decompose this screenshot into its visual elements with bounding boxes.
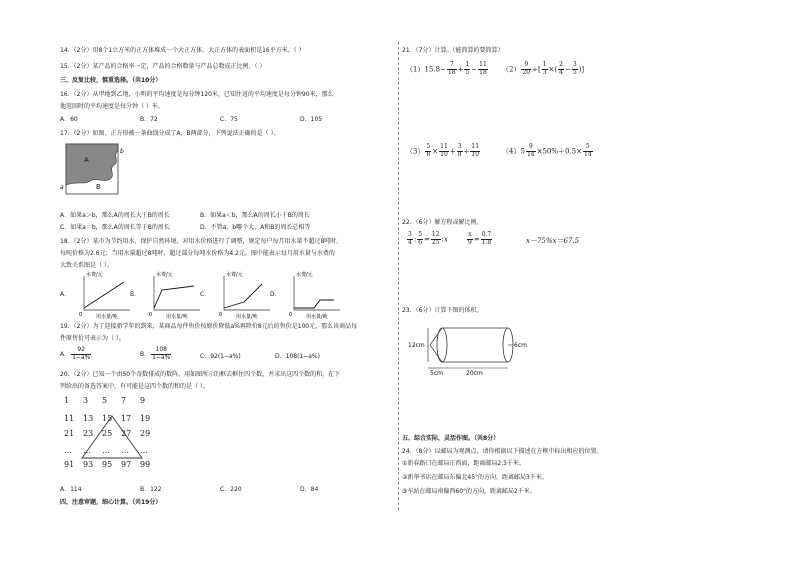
equation-1: $\frac{3}{4}$ : $\frac{5}{6}$ = $\frac{12}{25}$ :x	[408, 231, 448, 246]
y-axis-label: 水费/元	[86, 272, 103, 278]
q18-option-label: C．	[200, 291, 211, 298]
question-17: 17．（2分）如图，正方形被一条曲线分成了A，B两部分，下列说法正确的是（ ）。	[60, 130, 280, 137]
height-label: 12cm	[408, 342, 425, 349]
cone-cylinder-figure	[406, 318, 536, 376]
q18-option-label: A．	[60, 291, 71, 298]
y-axis-label: 水费/元	[156, 272, 173, 278]
question-20-line2: 列给出的备选答案中，有可能是这四个数的和的是（ ）。	[60, 383, 209, 390]
array-number: 93	[83, 460, 94, 469]
question-14: 14．（2分）用8个1立方米的正方体堆成一个大正方体，大正方体的表面积是16平方米。（ ）	[60, 47, 305, 54]
calc-1: （1）15.8− $\frac{7}{18}$ + $\frac{1}{5}$ − $\frac{11}{18}$	[406, 61, 487, 76]
question-20: 20．（2分）已知一个由50个奇数排成的数阵，用如图所示的框去框住四个数，并求出这四个数的和，在下	[60, 371, 341, 378]
array-number: 19	[140, 414, 151, 423]
array-number: …	[121, 446, 129, 455]
calc-3: （3） $\frac{5}{8}$ × $\frac{11}{10}$ + $\frac{3}{8}$ ÷ $\frac{11}{10}$	[406, 143, 480, 158]
q20-option-a: A．114	[60, 486, 82, 493]
q20-option-b: B．122	[140, 486, 162, 493]
q16-option-c: C．75	[220, 116, 238, 123]
x-axis-label: 用水量/吨	[306, 314, 328, 320]
x-axis-label: 用水量/吨	[166, 314, 188, 320]
array-number: 7	[121, 396, 127, 405]
side-a-label: a	[60, 184, 64, 191]
q20-option-d: D．84	[300, 486, 319, 493]
calc-2: （2） $\frac{9}{20}$ ÷[ $\frac{1}{3}$ ×( $\frac{2}{4}$ − $\frac{3}{5}$ )]	[502, 61, 585, 76]
array-number: 99	[140, 460, 151, 469]
q18-option-label: B．	[130, 291, 141, 298]
question-15: 15．（2分）某产品的合格率一定，产品的合格数量与产品总数成正比例。（ ）	[60, 63, 266, 70]
triangle-frame	[60, 396, 160, 488]
section-4-heading: 四、注意审题，细心计算。（共19分）	[60, 499, 162, 506]
array-number: 15	[102, 414, 113, 423]
section-3-heading: 三、反复比较，慎重选择。（共10分）	[60, 77, 162, 84]
q17-option-b: B．如果a＜b，那么A的周长小于B的周长	[200, 212, 310, 219]
origin-label: 0	[79, 312, 83, 318]
question-23: 23．（6分）计算下图的体积。	[402, 307, 483, 314]
array-number: …	[64, 446, 72, 455]
x-axis-label: 用水量/吨	[236, 314, 258, 320]
question-16: 16．（2分）从甲地到乙地，小明的平均速度是每分钟120米，已知往返的平均速度是每分钟90米，那么	[60, 91, 334, 98]
question-22: 22．（6分）解方程或解比例。	[402, 219, 483, 226]
array-number: …	[83, 446, 91, 455]
line-graph	[68, 270, 134, 320]
origin-label: 0	[219, 312, 223, 318]
q16-option-a: A．60	[60, 116, 78, 123]
cylinder-length-label: 20cm	[466, 370, 483, 376]
array-number: 17	[121, 414, 132, 423]
column-divider	[398, 42, 399, 510]
calc-4: （4）5 $\frac{9}{14}$ ×50%＋0.5× $\frac{5}{14}$	[502, 143, 592, 158]
x-axis-label: 用水量/吨	[96, 314, 118, 320]
y-axis-label: 水费/元	[296, 272, 313, 278]
q20-option-c: C．220	[220, 486, 242, 493]
question-18: 18．（2分）某市为节约用水，保护自然环境，对用水价格进行了调整，规定每户每月用水量不超过8吨时，	[60, 238, 343, 245]
section-5-heading: 五、综合实际，灵活作图。（共8分）	[402, 435, 500, 442]
side-b-label: b	[120, 148, 124, 155]
q17-option-d: D．不管a、b哪个大，A和B的周长总相等	[200, 224, 311, 231]
question-16-line2: 他返回时的平均速度是每分钟（ ）米。	[60, 103, 164, 110]
array-number: 21	[64, 429, 75, 438]
array-number: 13	[83, 414, 94, 423]
q17-square-figure	[60, 141, 130, 197]
array-number: 3	[83, 396, 89, 405]
array-number: 9	[140, 396, 146, 405]
radius-label: 6cm	[514, 342, 527, 349]
array-number: 1	[64, 396, 70, 405]
q18-option-label: D．	[270, 291, 281, 298]
origin-label: 0	[289, 312, 293, 318]
cone-length-label: 5cm	[430, 370, 443, 376]
label-b: B	[96, 183, 101, 191]
array-number: 25	[102, 429, 113, 438]
line-graph	[138, 270, 204, 320]
array-number: 29	[140, 429, 151, 438]
q16-option-d: D．105	[300, 116, 323, 123]
question-19-line2: 件原售价可表示为（ ）。	[60, 335, 125, 342]
array-number: …	[140, 446, 148, 455]
array-number: 97	[121, 460, 132, 469]
array-number: 5	[102, 396, 108, 405]
array-number: 27	[121, 429, 132, 438]
line-graph	[278, 270, 344, 320]
question-24: 24．（8分）以邮局为观测点，请你根据以下描述在方框中标出相应的位置。	[402, 448, 603, 455]
origin-label: 0	[149, 312, 153, 318]
q19-option-d: D．108(1−a%)	[275, 353, 320, 360]
question-24-item-1: ①新春路口在邮局正西面，距离邮局2.5千米。	[402, 460, 525, 467]
odd-number-array	[60, 396, 160, 488]
y-axis-label: 水费/元	[226, 272, 243, 278]
question-24-item-2: ②新华书店在邮局东偏北45°的方向，距离邮局3千米。	[402, 474, 548, 481]
q17-option-c: C．如果a＝b，那么A的周长等于B的周长	[60, 224, 170, 231]
q17-option-a: A．如果a＞b，那么A的周长大于B的周长	[60, 212, 170, 219]
array-number: 23	[83, 429, 94, 438]
question-18-line3: 大致关系图是（ ）。	[60, 262, 113, 269]
q19-option-a: A． $\frac{92}{1-a\%}$	[60, 346, 91, 361]
equation-2: $\frac{x}{9}$ = $\frac{0.7}{1.8}$	[468, 231, 492, 246]
q18-graph-options	[60, 270, 390, 320]
question-19: 19．（2分）为了迎接新学年的到来，某商品每件售价按原价降低a%再降价8元后的售价是100元，那么该商品每	[60, 323, 358, 330]
question-21: 21．（7分）计算。（能简算的要简算）	[402, 47, 504, 54]
q19-option-b: B． $\frac{108}{1-a\%}$	[140, 346, 171, 361]
array-number: 95	[102, 460, 113, 469]
equation-3: x－75%x＝67.5	[526, 237, 580, 245]
line-graph	[208, 270, 274, 320]
question-24-item-3: ③车站在邮局南偏西60°的方向，距离邮局2千米。	[402, 488, 536, 495]
q19-option-c: C．92(1−a%)	[200, 353, 241, 360]
label-a: A	[84, 156, 89, 164]
array-number: …	[102, 446, 110, 455]
question-18-line2: 每吨价格为2.6元；当用水量超过8吨时，超过部分每吨水价格为4.2元。图中能表示每月用水量与水费的	[60, 250, 335, 257]
q16-option-b: B．72	[140, 116, 158, 123]
array-number: 91	[64, 460, 75, 469]
array-number: 11	[64, 414, 75, 423]
